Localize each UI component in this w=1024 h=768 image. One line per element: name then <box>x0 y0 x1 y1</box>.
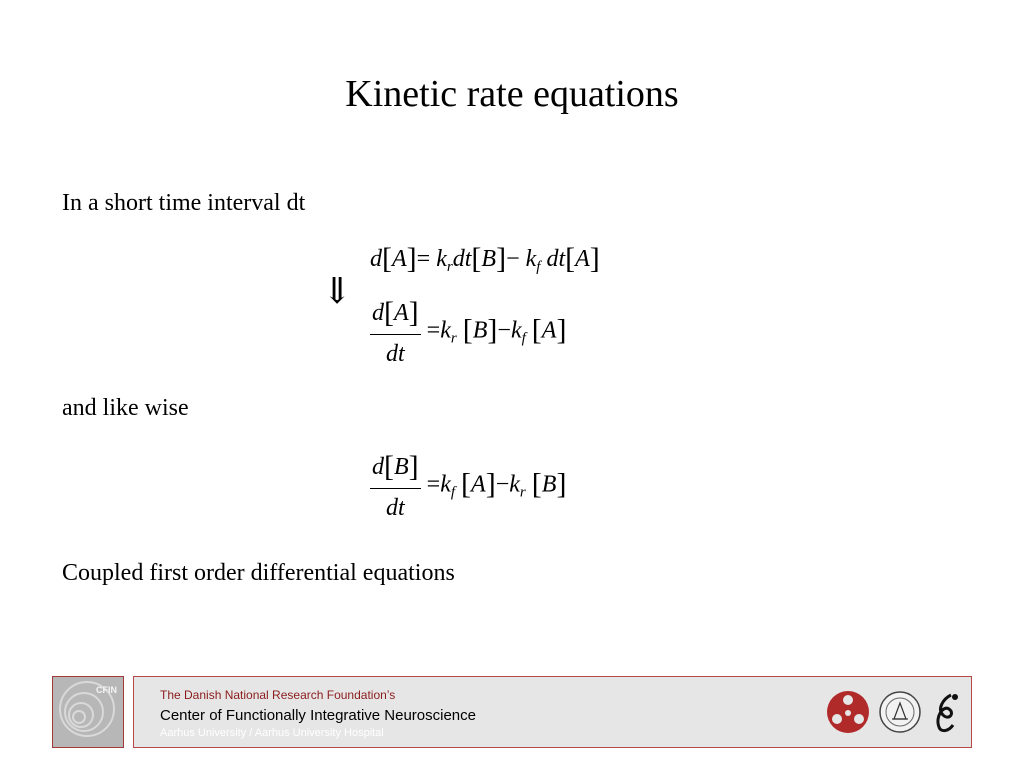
hospital-signature-icon <box>929 689 965 735</box>
slide-title: Kinetic rate equations <box>345 73 679 115</box>
cfin-logo <box>52 676 124 748</box>
footer-center-name: Center of Functionally Integrative Neuroscience <box>160 707 476 724</box>
red-clover-emblem-icon <box>825 689 871 735</box>
footer-band <box>133 676 972 748</box>
footer-emblems <box>825 689 965 735</box>
equation-2: $\frac{d[A]}{dt}$ $=k_r$ $[B]-k_f$ [A] <box>372 296 567 367</box>
middle-text: and like wise <box>62 395 189 421</box>
equation-1: $d[A]= k_rdt[B]- k_f$ dt[A] <box>370 242 600 275</box>
conclusion-text: Coupled first order differential equations <box>62 560 455 586</box>
cfin-label: CFIN <box>96 685 117 695</box>
footer-university: Aarhus University / Aarhus University Hospital <box>160 727 384 739</box>
implies-arrow: ⇓ <box>322 271 353 311</box>
intro-text: In a short time interval dt <box>62 190 306 216</box>
equation-3: $\frac{d[B]}{dt}$ $=k_f$ $[A]-k_r$ [B] <box>372 450 567 521</box>
footer-foundation: The Danish National Research Foundation’s <box>160 688 396 702</box>
university-seal-icon <box>877 689 923 735</box>
footer <box>52 676 972 748</box>
